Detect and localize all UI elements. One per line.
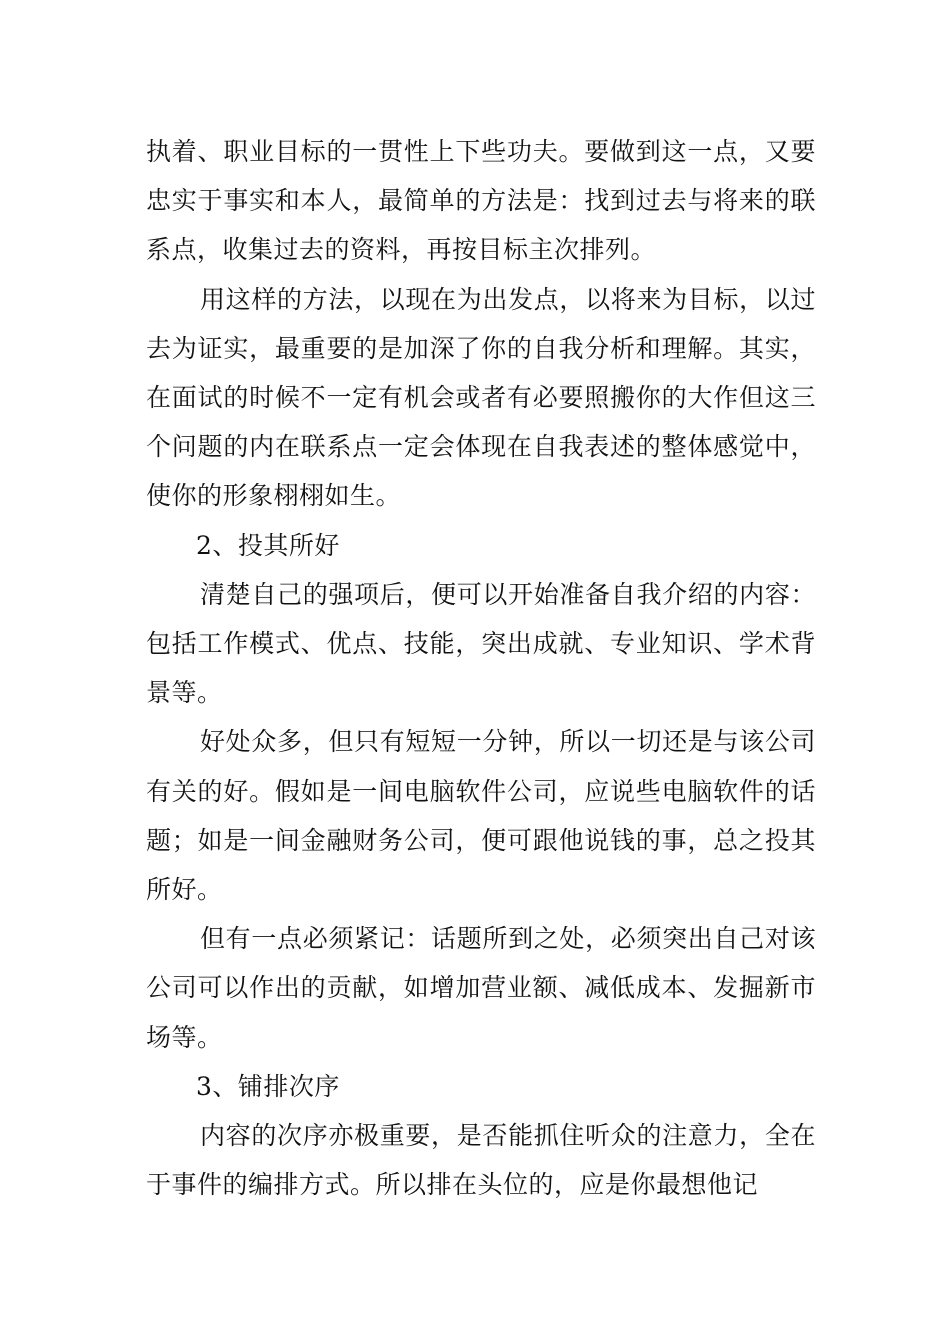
paragraph-method: 用这样的方法，以现在为出发点，以将来为目标，以过去为证实，最重要的是加深了你的自我分析和理解。其实，在面试的时候不一定有机会或者有必要照搬你的大作但这三个问题的内在联系点一定会体现在自我表述的整体感觉中，使你的形象栩栩如生。 xyxy=(146,284,816,511)
paragraph-contribution: 但有一点必须紧记：话题所到之处，必须突出自己对该公司可以作出的贡献，如增加营业额、减低成本、发掘新市场等。 xyxy=(146,924,816,1052)
section-heading-3: 3、铺排次序 xyxy=(196,1071,340,1101)
paragraph-strengths: 清楚自己的强项后，便可以开始准备自我介绍的内容：包括工作模式、优点、技能，突出成就、专业知识、学术背景等。 xyxy=(146,579,816,708)
section-heading-2: 2、投其所好 xyxy=(196,530,340,560)
paragraph-order: 内容的次序亦极重要，是否能抓住听众的注意力，全在于事件的编排方式。所以排在头位的，应是你最想他记 xyxy=(146,1121,816,1200)
paragraph-continuation: 执着、职业目标的一贯性上下些功夫。要做到这一点，又要忠实于事实和本人，最简单的方法是：找到过去与将来的联系点，收集过去的资料，再按目标主次排列。 xyxy=(146,137,816,265)
paragraph-benefits: 好处众多，但只有短短一分钟，所以一切还是与该公司有关的好。假如是一间电脑软件公司，应说些电脑软件的话题；如是一间金融财务公司，便可跟他说钱的事，总之投其所好。 xyxy=(146,727,816,905)
document-body xyxy=(146,127,816,1209)
